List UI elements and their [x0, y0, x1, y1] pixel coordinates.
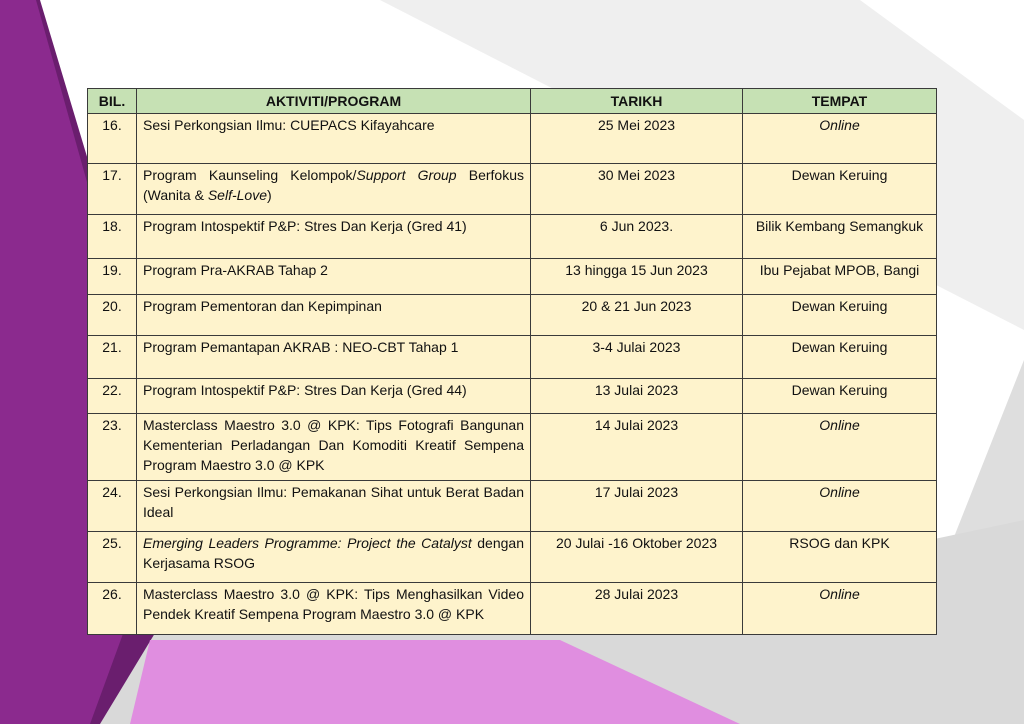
row-program — [137, 164, 531, 215]
row-bil: 16. — [88, 114, 137, 164]
row-program-text: Program Kaunseling Kelompok/ — [143, 167, 357, 183]
row-program-italic: Self-Love — [207, 187, 267, 203]
row-tempat: Dewan Keruing — [743, 379, 937, 414]
table-row — [88, 532, 937, 583]
table-row — [88, 414, 937, 481]
header-tempat: TEMPAT — [743, 89, 937, 114]
row-program-text: Berfokus (Wanita & — [143, 167, 524, 203]
table-row — [88, 583, 937, 635]
row-program-text: ) — [267, 187, 272, 203]
row-program: Sesi Perkongsian Ilmu: CUEPACS Kifayahcare — [137, 114, 531, 164]
row-program: Program Pemantapan AKRAB : NEO-CBT Tahap 1 — [137, 336, 531, 379]
table-header-row — [88, 89, 937, 114]
row-tempat: Bilik Kembang Semangkuk — [743, 215, 937, 259]
row-tarikh: 25 Mei 2023 — [531, 114, 743, 164]
table-row — [88, 164, 937, 215]
table-row — [88, 259, 937, 295]
row-bil: 22. — [88, 379, 137, 414]
row-tempat: RSOG dan KPK — [743, 532, 937, 583]
row-program: Program Intospektif P&P: Stres Dan Kerja (Gred 41) — [137, 215, 531, 259]
row-tempat: Online — [743, 583, 937, 635]
row-tarikh: 17 Julai 2023 — [531, 481, 743, 532]
row-program: Program Pementoran dan Kepimpinan — [137, 295, 531, 336]
row-tempat: Dewan Keruing — [743, 164, 937, 215]
row-tarikh: 20 Julai -16 Oktober 2023 — [531, 532, 743, 583]
row-bil: 20. — [88, 295, 137, 336]
row-bil: 17. — [88, 164, 137, 215]
row-tarikh: 20 & 21 Jun 2023 — [531, 295, 743, 336]
table-row — [88, 215, 937, 259]
header-bil: BIL. — [88, 89, 137, 114]
row-tempat: Online — [743, 114, 937, 164]
row-bil: 24. — [88, 481, 137, 532]
row-program — [137, 532, 531, 583]
row-tempat: Ibu Pejabat MPOB, Bangi — [743, 259, 937, 295]
row-program: Masterclass Maestro 3.0 @ KPK: Tips Fotografi Bangunan Kementerian Perladangan Dan Komoditi Kreatif Sempena Program Maestro 3.0 @ KPK — [137, 414, 531, 481]
row-tarikh: 3-4 Julai 2023 — [531, 336, 743, 379]
row-program-italic: Support Group — [356, 167, 457, 183]
header-tarikh: TARIKH — [531, 89, 743, 114]
row-tempat: Dewan Keruing — [743, 295, 937, 336]
activity-table — [87, 88, 937, 635]
row-tarikh: 13 hingga 15 Jun 2023 — [531, 259, 743, 295]
row-program: Sesi Perkongsian Ilmu: Pemakanan Sihat untuk Berat Badan Ideal — [137, 481, 531, 532]
row-program-text: dengan Kerjasama RSOG — [143, 535, 524, 571]
row-program-italic: Emerging Leaders Programme: Project the Catalyst — [143, 535, 472, 551]
row-bil: 25. — [88, 532, 137, 583]
row-program: Program Intospektif P&P: Stres Dan Kerja (Gred 44) — [137, 379, 531, 414]
row-program: Masterclass Maestro 3.0 @ KPK: Tips Menghasilkan Video Pendek Kreatif Sempena Program Maestro 3.0 @ KPK — [137, 583, 531, 635]
table-row — [88, 114, 937, 164]
row-bil: 23. — [88, 414, 137, 481]
table-row — [88, 336, 937, 379]
row-bil: 21. — [88, 336, 137, 379]
row-tarikh: 30 Mei 2023 — [531, 164, 743, 215]
table-row — [88, 481, 937, 532]
row-tarikh: 14 Julai 2023 — [531, 414, 743, 481]
row-program: Program Pra-AKRAB Tahap 2 — [137, 259, 531, 295]
row-tempat: Online — [743, 481, 937, 532]
table-row — [88, 379, 937, 414]
row-tempat: Online — [743, 414, 937, 481]
row-tarikh: 28 Julai 2023 — [531, 583, 743, 635]
row-tarikh: 6 Jun 2023. — [531, 215, 743, 259]
row-bil: 19. — [88, 259, 137, 295]
header-program: AKTIVITI/PROGRAM — [137, 89, 531, 114]
row-tarikh: 13 Julai 2023 — [531, 379, 743, 414]
table-row — [88, 295, 937, 336]
row-bil: 26. — [88, 583, 137, 635]
row-tempat: Dewan Keruing — [743, 336, 937, 379]
row-bil: 18. — [88, 215, 137, 259]
